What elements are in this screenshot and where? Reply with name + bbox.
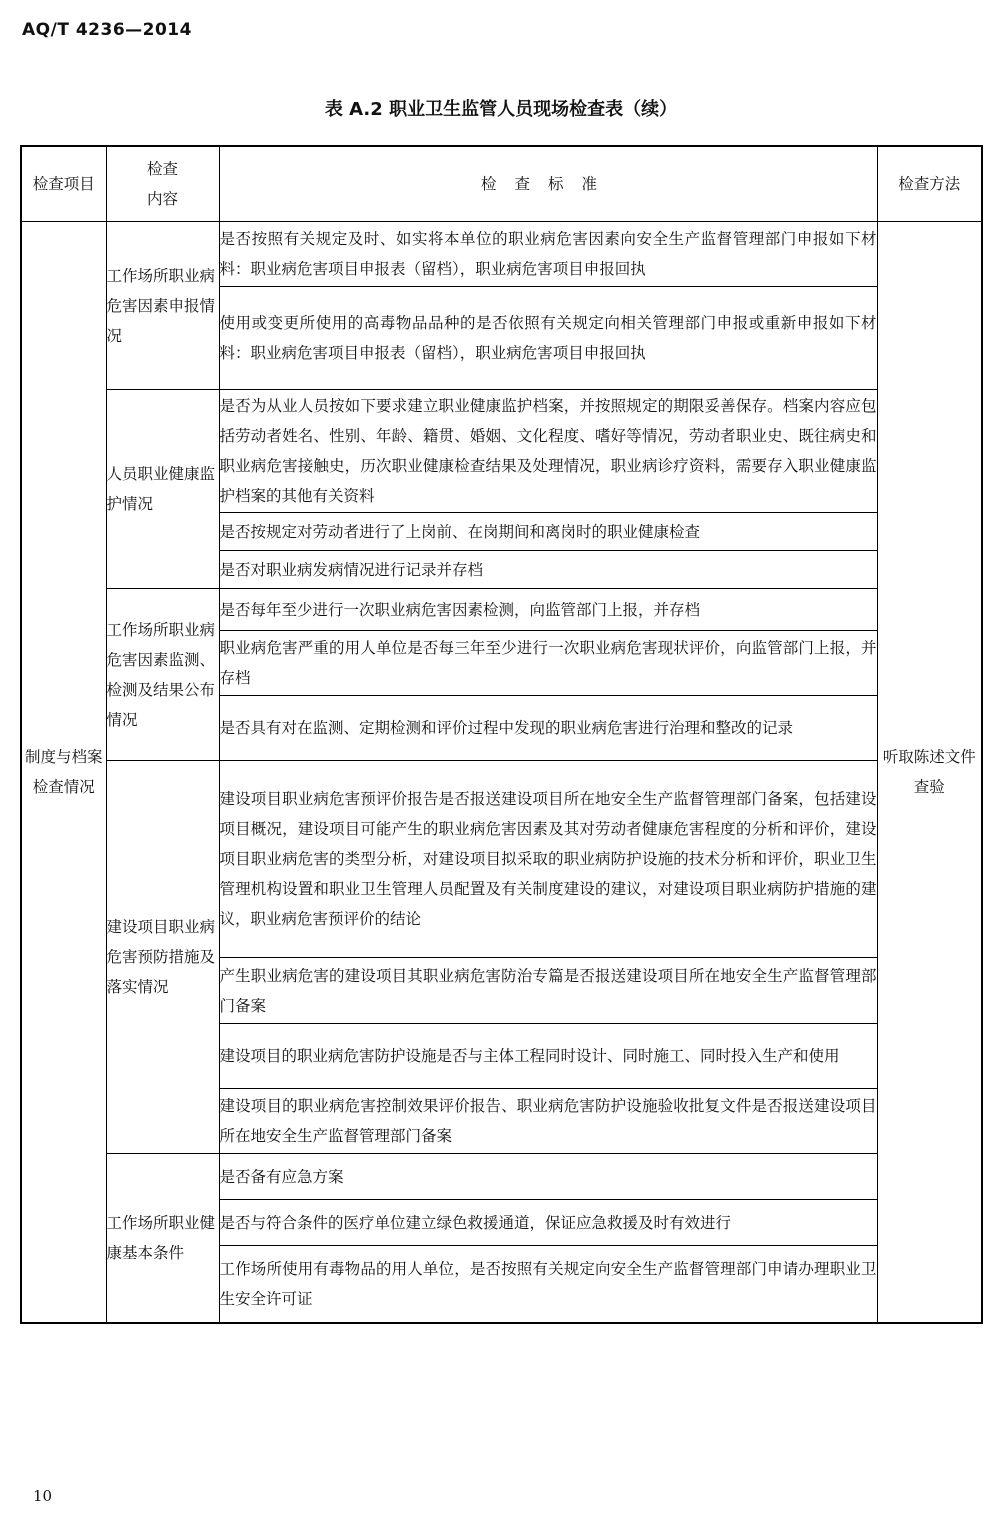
standard-cell: 工作场所使用有毒物品的用人单位，是否按照有关规定向安全生产监督管理部门申请办理职业卫生安全许可证: [219, 1246, 877, 1324]
header-content-line1: 检查: [146, 160, 178, 178]
standard-cell: 建设项目职业病危害预评价报告是否报送建设项目所在地安全生产监督管理部门备案，包括建设项目概况，建设项目可能产生的职业病危害因素及其对劳动者健康危害程度的分析和评价，建设项目职业病危害的类型分析，对建设项目拟采取的职业病防护设施的技术分析和评价，职业卫生管理机构设置和职业卫生管理人员配置及有关制度建设的建议，对建设项目职业病防护措施的建议，职业病危害预评价的结论: [219, 761, 877, 958]
table-row: [21, 1154, 982, 1200]
header-standard: 检查标准: [219, 146, 877, 222]
table-header-row: [21, 146, 982, 222]
header-method: 检查方法: [877, 146, 982, 222]
standard-cell: 建设项目的职业病危害防护设施是否与主体工程同时设计、同时施工、同时投入生产和使用: [219, 1024, 877, 1089]
standard-cell: 是否每年至少进行一次职业病危害因素检测，向监管部门上报，并存档: [219, 589, 877, 631]
table-title: 表 A.2 职业卫生监管人员现场检查表（续）: [324, 99, 678, 120]
content-cell: 工作场所职业病危害因素监测、检测及结果公布情况: [106, 589, 219, 761]
standard-cell: 是否为从业人员按如下要求建立职业健康监护档案，并按照规定的期限妥善保存。档案内容应包括劳动者姓名、性别、年龄、籍贯、婚姻、文化程度、嗜好等情况，劳动者职业史、既往病史和职业病危害接触史，历次职业健康检查结果及处理情况，职业病诊疗资料，需要存入职业健康监护档案的其他有关资料: [219, 390, 877, 513]
standard-cell: 建设项目的职业病危害控制效果评价报告、职业病危害防护设施验收批复文件是否报送建设项目所在地安全生产监督管理部门备案: [219, 1089, 877, 1154]
standard-cell: 是否对职业病发病情况进行记录并存档: [219, 551, 877, 589]
content-cell: 建设项目职业病危害预防措施及落实情况: [106, 761, 219, 1154]
header-content-line2: 内容: [146, 190, 178, 208]
table-row: [21, 761, 982, 958]
standard-cell: 使用或变更所使用的高毒物品品种的是否依照有关规定向相关管理部门申报或重新申报如下材料：职业病危害项目申报表（留档），职业病危害项目申报回执: [219, 287, 877, 390]
standard-cell: 是否具有对在监测、定期检测和评价过程中发现的职业病危害进行治理和整改的记录: [219, 696, 877, 761]
standard-cell: 是否与符合条件的医疗单位建立绿色救援通道，保证应急救援及时有效进行: [219, 1200, 877, 1246]
table-row: [21, 589, 982, 631]
standard-cell: 是否按规定对劳动者进行了上岗前、在岗期间和离岗时的职业健康检查: [219, 513, 877, 551]
page-number: 10: [33, 1487, 53, 1505]
header-category: 检查项目: [21, 146, 106, 222]
content-cell: 人员职业健康监护情况: [106, 390, 219, 589]
table-row: [21, 222, 982, 287]
method-cell: 听取陈述文件查验: [877, 222, 982, 1324]
category-cell: 制度与档案检查情况: [21, 222, 106, 1324]
standard-cell: 是否备有应急方案: [219, 1154, 877, 1200]
standard-cell: 是否按照有关规定及时、如实将本单位的职业病危害因素向安全生产监督管理部门申报如下材料：职业病危害项目申报表（留档），职业病危害项目申报回执: [219, 222, 877, 287]
content-cell: 工作场所职业健康基本条件: [106, 1154, 219, 1324]
standard-cell: 产生职业病危害的建设项目其职业病危害防治专篇是否报送建设项目所在地安全生产监督管理部门备案: [219, 958, 877, 1024]
standard-cell: 职业病危害严重的用人单位是否每三年至少进行一次职业病危害现状评价，向监管部门上报，并存档: [219, 631, 877, 696]
header-content: [106, 146, 219, 222]
content-cell: 工作场所职业病危害因素申报情况: [106, 222, 219, 390]
table-row: [21, 390, 982, 513]
inspection-table: [20, 145, 983, 1324]
document-code: AQ/T 4236—2014: [22, 20, 192, 40]
